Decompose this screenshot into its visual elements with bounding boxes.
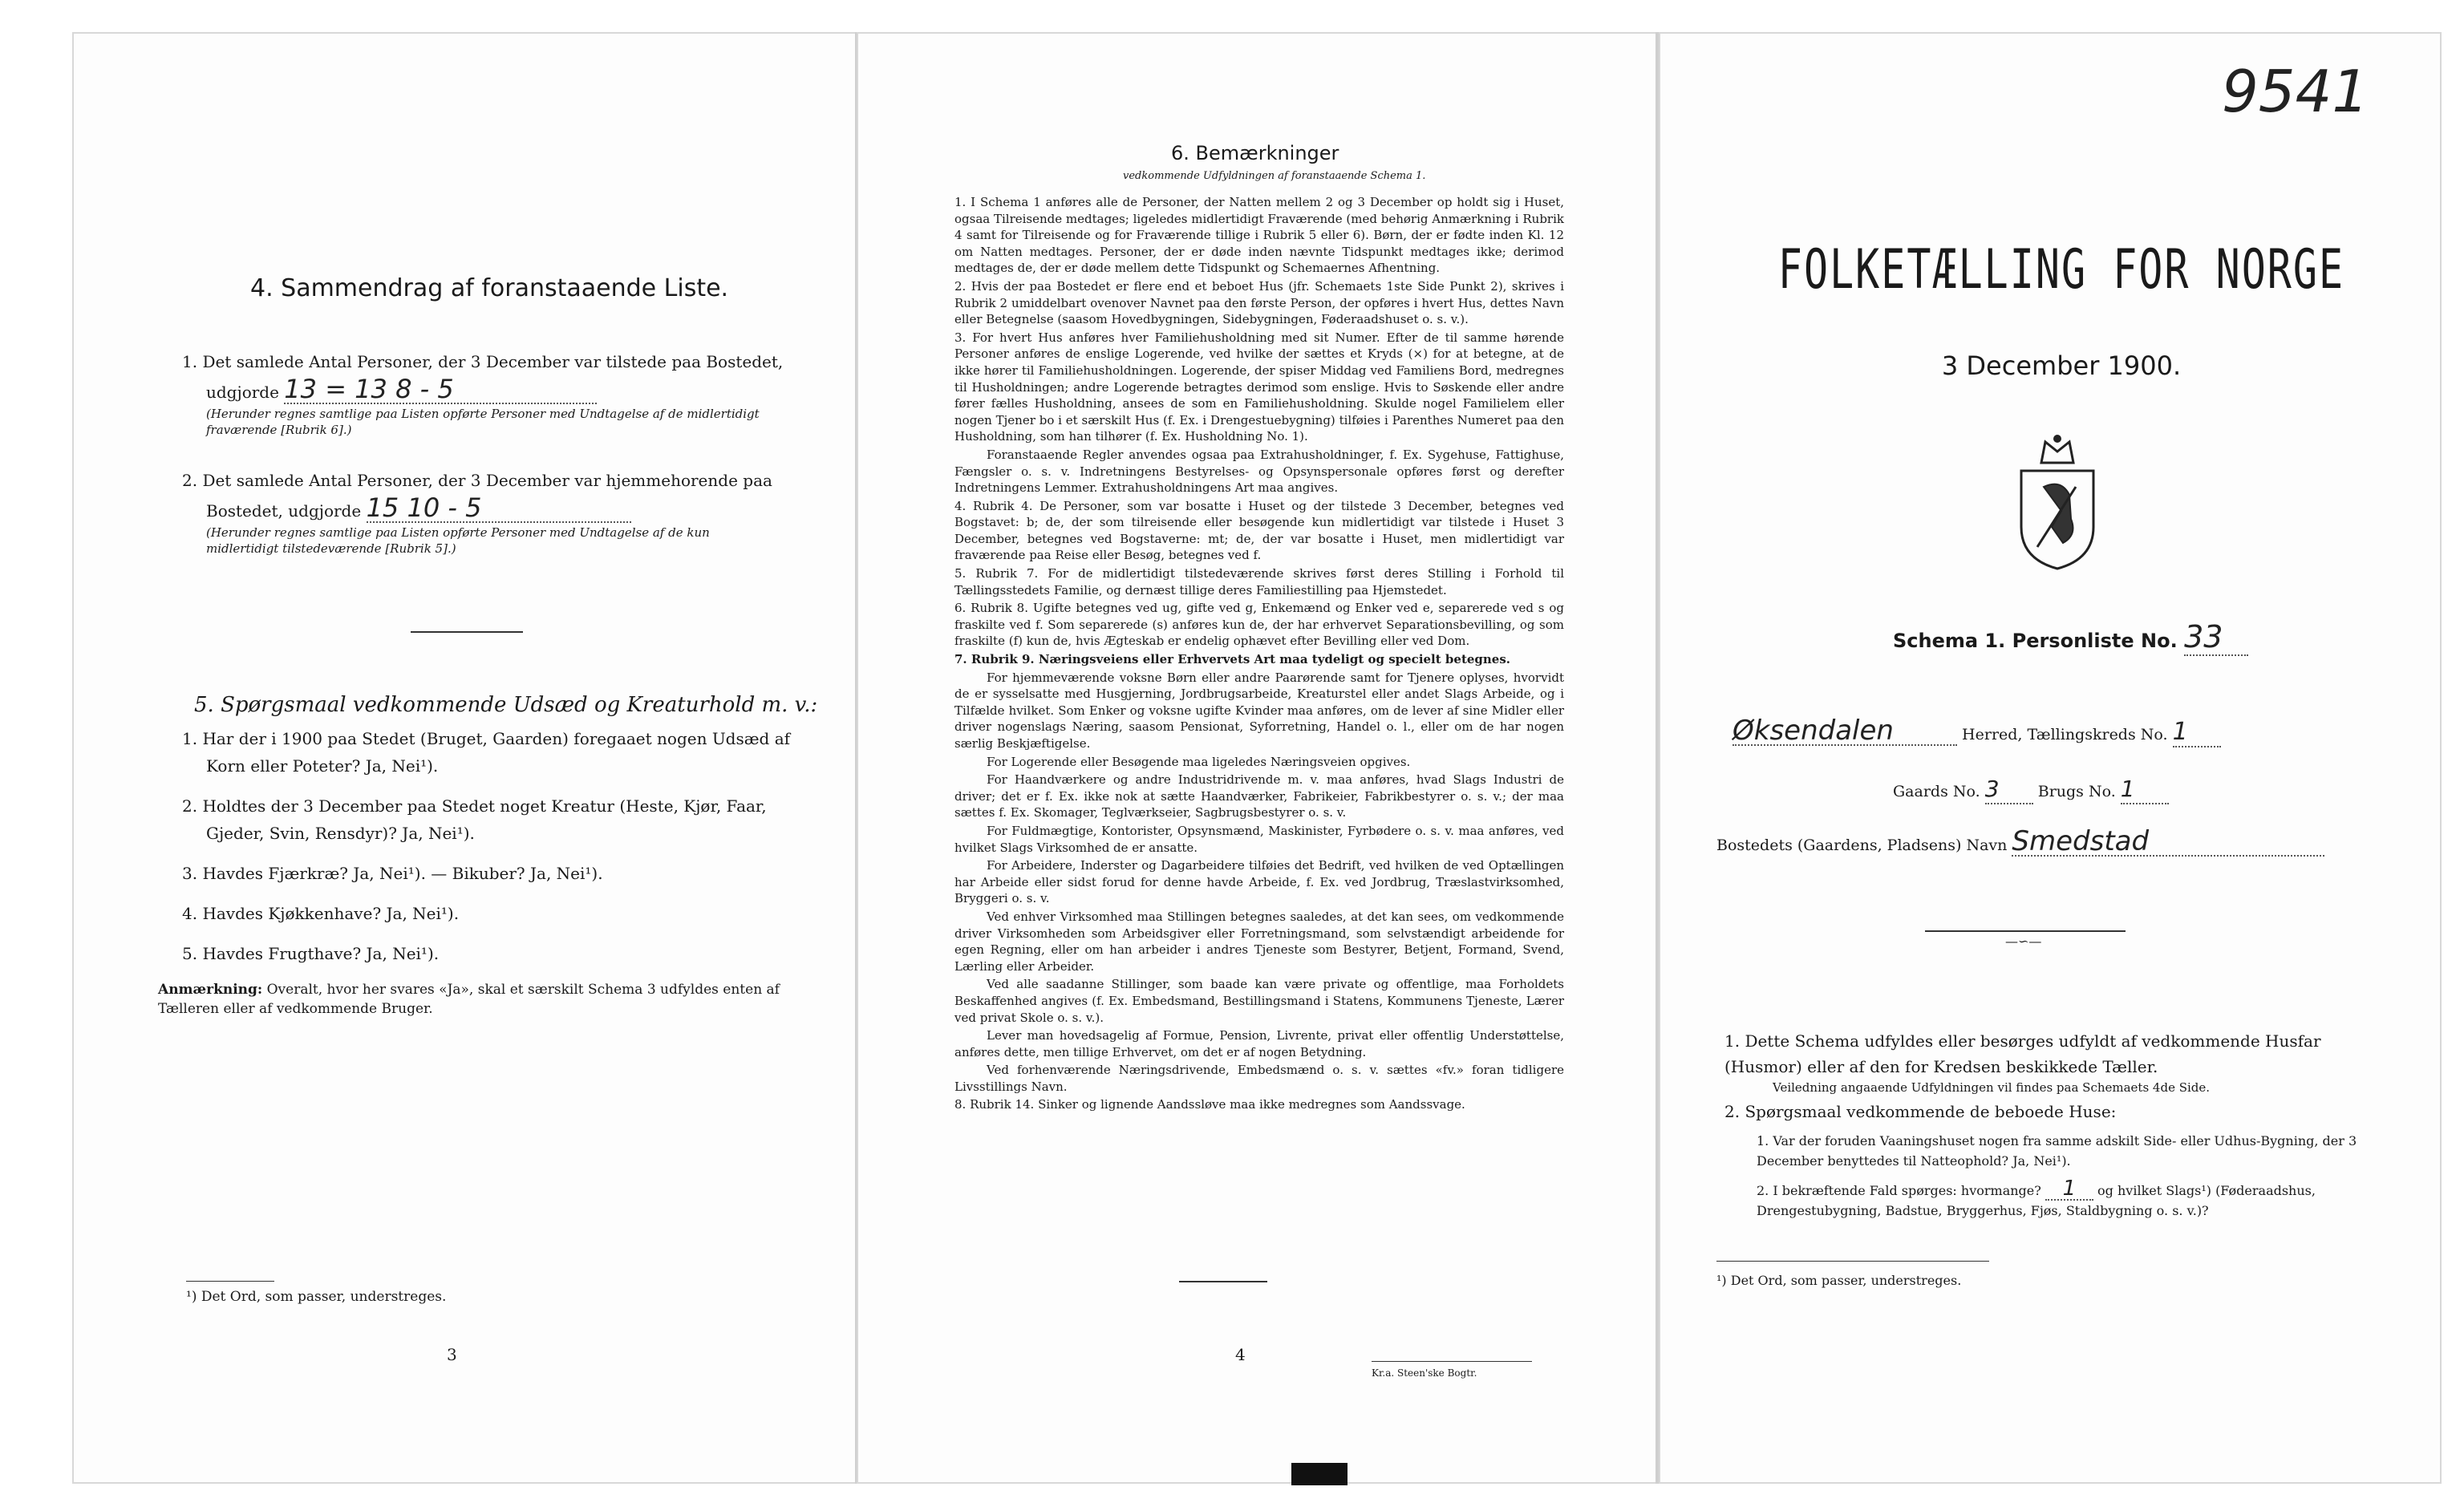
footnote: ¹) Det Ord, som passer, understreges. — [1716, 1273, 1962, 1288]
footnote: ¹) Det Ord, som passer, understreges. — [186, 1289, 447, 1305]
bosted-label: Bostedets (Gaardens, Pladsens) Navn — [1716, 837, 2008, 854]
remark-7f: Ved enhver Virksomhed maa Stillingen betegnes saaledes, at det kan sees, om vedkommende driver Virksomheden som Arbeidsgiver eller Forretningsmand, som selvstændigt arbeidende for egen Regning, eller om han arbeider i andres Tjeneste som Bestyrer, Betjent, Formand, Svend, Lærling eller Arbeider. — [954, 909, 1564, 974]
summary-q1-note: (Herunder regnes samtlige paa Listen opførte Personer med Undtagelse af de midlertidigt fraværende [Rubrik 6].) — [206, 407, 760, 437]
ornament: —∽— — [2005, 934, 2042, 949]
form-date: 3 December 1900. — [1941, 350, 2182, 381]
summary-q1-text: 1. Det samlede Antal Personer, der 3 December var tilstede paa Bostedet, — [182, 352, 784, 371]
instruction-2-1: 1. Var der foruden Vaaningshuset nogen fra samme adskilt Side- eller Udhus-Bygning, der 3 December benyttedes til Natteophold? Ja, Nei¹). — [1757, 1133, 2357, 1169]
kreds-label: Tællingskreds No. — [2027, 726, 2168, 743]
remark-6: 6. Rubrik 8. Ugifte betegnes ved ug, gifte ved g, Enkemænd og Enker ved e, separerede ved s og fraskilte ved f. Som separerede (s) anføres kun de, der har erhvervet Separationsbevilling, og som fraskilte (f) kun de, hvis Ægteskab er endelig ophævet efter Bevilling eller ved Dom. — [954, 601, 1564, 649]
herred-line — [1732, 717, 2406, 748]
printer-rule — [1372, 1361, 1532, 1362]
remarks-subtitle: vedkommende Udfyldningen af foranstaaende Schema 1. — [1123, 170, 1426, 182]
section-5-title: 5. Spørgsmaal vedkommende Udsæd og Kreaturhold m. v.: — [194, 693, 818, 717]
herred-value: Øksendalen — [1732, 717, 1957, 746]
section-4-title: 4. Sammendrag af foranstaaende Liste. — [250, 274, 729, 302]
page-number: 4 — [1235, 1345, 1246, 1364]
s5-q1a: 1. Har der i 1900 paa Stedet (Bruget, Gaarden) foregaaet nogen Udsæd af — [182, 729, 791, 748]
outbuilding-count: 1 — [2045, 1179, 2093, 1201]
s5-q3: 3. Havdes Fjærkræ? Ja, Nei¹). — Bikuber? Ja, Nei¹). — [182, 864, 603, 883]
divider — [411, 631, 523, 633]
summary-q2-text: 2. Det samlede Antal Personer, der 3 December var hjemmehorende paa — [182, 471, 772, 490]
remark-3: 3. For hvert Hus anføres hver Familiehusholdning med sit Numer. Efter de til samme hørende Personer anføres de enslige Logerende, ved hvilke der sættes et Kryds (×) for at betegne, at de ikke hører til Familiehusholdningen. Logerende, der spiser Middag ved Familiens Bord, medregnes til Husholdningen; andre Logerende betragtes derimod som enslige. Hvis to Søskende eller andre fører fælles Husholdning, ansees de som en Familiehusholdning. Skulde nogel Familielem eller nogen Tjener bo i et særskilt Hus (f. Ex. i Drengestuebygning) tilføies i Parenthes Numeret paa den Husholdning, som han tilhører (f. Ex. Husholdning No. 1). — [954, 330, 1564, 444]
summary-q2-note: (Herunder regnes samtlige paa Listen opførte Personer med Undtagelse af de kun midlertidigt tilstedeværende [Rubrik 5].) — [206, 525, 710, 556]
remark-7d: For Fuldmægtige, Kontorister, Opsynsmænd, Maskinister, Fyrbødere o. s. v. maa anføres, ved hvilket Slags Virksomhed de er ansatte. — [954, 823, 1564, 855]
annotation-text: Overalt, hvor her svares «Ja», skal et særskilt Schema 3 udfyldes enten af Tælleren eller af vedkommende Bruger. — [158, 982, 780, 1017]
remark-7i: Ved forhenværende Næringsdrivende, Embedsmænd o. s. v. sættes «fv.» foran tidligere Livsstillings Navn. — [954, 1063, 1564, 1094]
remark-7b: For Logerende eller Besøgende maa ligeledes Næringsveien opgives. — [987, 754, 1411, 769]
instruction-2-2-a: 2. I bekræftende Fald spørges: hvormange? — [1757, 1183, 2041, 1198]
footnote-rule — [1716, 1261, 1989, 1262]
remark-7c: For Haandværkere og andre Industridrivende m. v. maa anføres, hvad Slags Industri de driver; det er f. Ex. ikke nok at sætte Haandværker, Fabrikeier, Fabrikbestyrer o. s. v.; der maa sættes f. Ex. Skomager, Teglværkseier, Sagbrugsbestyrer o. s. v. — [954, 772, 1564, 820]
gaards-line — [1893, 776, 2169, 805]
annotation-title: Anmærkning: — [158, 982, 263, 998]
annotation — [158, 980, 792, 1019]
page-1 — [1659, 32, 2442, 1484]
summary-q1 — [182, 348, 800, 438]
s5-q2a: 2. Holdtes der 3 December paa Stedet noget Kreatur (Heste, Kjør, Faar, — [182, 796, 767, 816]
remarks-body — [954, 194, 1564, 1113]
instruction-1-note: Veiledning angaaende Udfyldningen vil findes paa Schemaets 4de Side. — [1773, 1080, 2211, 1095]
kreds-value: 1 — [2173, 719, 2221, 747]
remark-4: 4. Rubrik 4. De Personer, som var bosatte i Huset og der tilstede 3 December, betegnes ved Bogstavet: b; de, der som tilreisende eller besøgende kun midlertidigt var tilstede i Huset 3 December, betegnes ved Bogstaverne: mt; de, der var bosatte i Huset, men midlertidigt var fraværende paa Reise eller Besøg, betegnes ved f. — [954, 498, 1564, 563]
printer-imprint: Kr.a. Steen'ske Bogtr. — [1372, 1367, 1477, 1379]
divider — [1179, 1281, 1267, 1282]
footnote-rule — [186, 1281, 274, 1282]
page-4 — [857, 32, 1657, 1484]
instruction-2-2 — [1757, 1179, 2390, 1221]
instruction-2-2-b: og hvilket Slags¹) (Føderaadshus, Drengestubygning, Badstue, Bryggerhus, Fjøs, Staldbygning o. s. v.)? — [1757, 1183, 2316, 1218]
binding-mark — [1291, 1463, 1348, 1485]
gaards-value: 3 — [1985, 776, 2033, 804]
page-3 — [72, 32, 858, 1484]
remark-3b: Foranstaaende Regler anvendes ogsaa paa Extrahusholdninger, f. Ex. Sygehuse, Fattighuse, Fængsler o. s. v. Indretningens Bestyrelses- og Opsynspersonale opføres først og derefter Indretningens Lemmer. Extrahusholdningens Art maa angives. — [954, 447, 1564, 496]
form-title: FOLKETÆLLING FOR NORGE — [1777, 237, 2345, 302]
summary-q2 — [182, 467, 800, 557]
brugs-value: 1 — [2121, 776, 2169, 804]
bosted-line — [1716, 825, 2422, 859]
summary-q1-value: 13 = 13 8 - 5 — [284, 375, 597, 404]
s5-q5: 5. Havdes Frugthave? Ja, Nei¹). — [182, 944, 440, 963]
remark-7e: For Arbeidere, Inderster og Dagarbeidere tilføies det Bedrift, ved hvilken de ved Optællingen har Arbeide eller sidst forud for denne havde Arbeide, f. Ex. ved Jordbrug, Træslastvirksomhed, Bryggeri o. s. v. — [954, 858, 1564, 906]
coat-of-arms-icon — [2013, 431, 2101, 571]
ornament-rule — [1925, 930, 2126, 932]
remark-2: 2. Hvis der paa Bostedet er flere end et beboet Hus (jfr. Schemaets 1ste Side Punkt 2), skrives i Rubrik 2 umiddelbart ovenover Navnet paa den første Person, der opføres i hvert Hus, dettes Navn eller Betegnelse (saasom Hovedbygningen, Sidebygningen, Føderaadshuset o. s. v.). — [954, 278, 1564, 327]
archive-number: 9541 — [2222, 58, 2369, 125]
instructions — [1724, 1028, 2390, 1221]
remark-7h: Lever man hovedsagelig af Formue, Pension, Livrente, privat eller offentlig Understøttelse, anføres dette, men tillige Erhvervet, om det er af nogen Betydning. — [954, 1028, 1564, 1059]
summary-q2-label: Bostedet, udgjorde — [206, 501, 362, 521]
section-5-questions — [182, 725, 808, 967]
brugs-label: Brugs No. — [2037, 783, 2116, 800]
instruction-1: 1. Dette Schema udfyldes eller besørges udfyldt af vedkommende Husfar (Husmor) eller af den for Kredsen beskikkede Tæller. — [1724, 1031, 2321, 1076]
s5-q1b: Korn eller Poteter? Ja, Nei¹). — [206, 756, 439, 776]
remark-1: 1. I Schema 1 anføres alle de Personer, der Natten mellem 2 og 3 December op holdt sig i Huset, ogsaa Tilreisende medtages; ligeledes midlertidigt Fraværende (med behørig Anmærkning i Rubrik 4 samt for Tilreisende og for Fraværende tillige i Rubrik 5 eller 6). Børn, der er fødte inden Kl. 12 om Natten medtages. Personer, der er døde inden nævnte Tidspunkt medtages ikke; derimod medtages de, der er døde mellem dette Tidspunkt og Schemaernes Afhentning. — [954, 195, 1564, 276]
gaards-label: Gaards No. — [1893, 783, 1980, 800]
remark-7a: For hjemmeværende voksne Børn eller andre Paarørende samt for Tjenere oplyses, hvorvidt de er sysselsatte med Husgjerning, Jordbrugsarbeide, Kreaturstel eller andet Slags Arbeide, og i Tilfælde hvilket. Som Enker og voksne ugifte Kvinder maa anføres, om de lever af sine Midler eller driver nogenslags Næring, saasom Pensionat, Syforretning, Handel o. l., eller om de har nogen særlig Beskjæftigelse. — [954, 670, 1564, 751]
s5-q2b: Gjeder, Svin, Rensdyr)? Ja, Nei¹). — [206, 824, 475, 843]
summary-q1-label: udgjorde — [206, 383, 279, 402]
summary-q2-value: 15 10 - 5 — [367, 494, 631, 523]
bosted-value: Smedstad — [2012, 828, 2324, 857]
remark-7: 7. Rubrik 9. Næringsveiens eller Erhvervets Art maa tydeligt og specielt betegnes. — [954, 652, 1511, 667]
schema-label-text: Schema 1. Personliste No. — [1893, 630, 2178, 652]
page-number: 3 — [447, 1345, 457, 1364]
personliste-number: 33 — [2184, 619, 2248, 656]
schema-label — [1893, 619, 2248, 656]
herred-label: Herred, — [1962, 726, 2023, 743]
instruction-2: 2. Spørgsmaal vedkommende de beboede Huse: — [1724, 1102, 2117, 1121]
remarks-title: 6. Bemærkninger — [1171, 142, 1339, 164]
remark-8: 8. Rubrik 14. Sinker og lignende Aandssløve maa ikke medregnes som Aandssvage. — [954, 1097, 1465, 1112]
s5-q4: 4. Havdes Kjøkkenhave? Ja, Nei¹). — [182, 904, 460, 923]
remark-7g: Ved alle saadanne Stillinger, som baade kan være private og offentlige, maa Forholdets Beskaffenhed angives (f. Ex. Embedsmand, Bestillingsmand i Statens, Kommunens Tjeneste, Lærer ved privat Skole o. s. v.). — [954, 977, 1564, 1025]
remark-5: 5. Rubrik 7. For de midlertidigt tilstedeværende skrives først deres Stilling i Forhold til Tællingsstedets Familie, og dernæst tillige deres Familiestilling paa Hjemstedet. — [954, 566, 1564, 598]
